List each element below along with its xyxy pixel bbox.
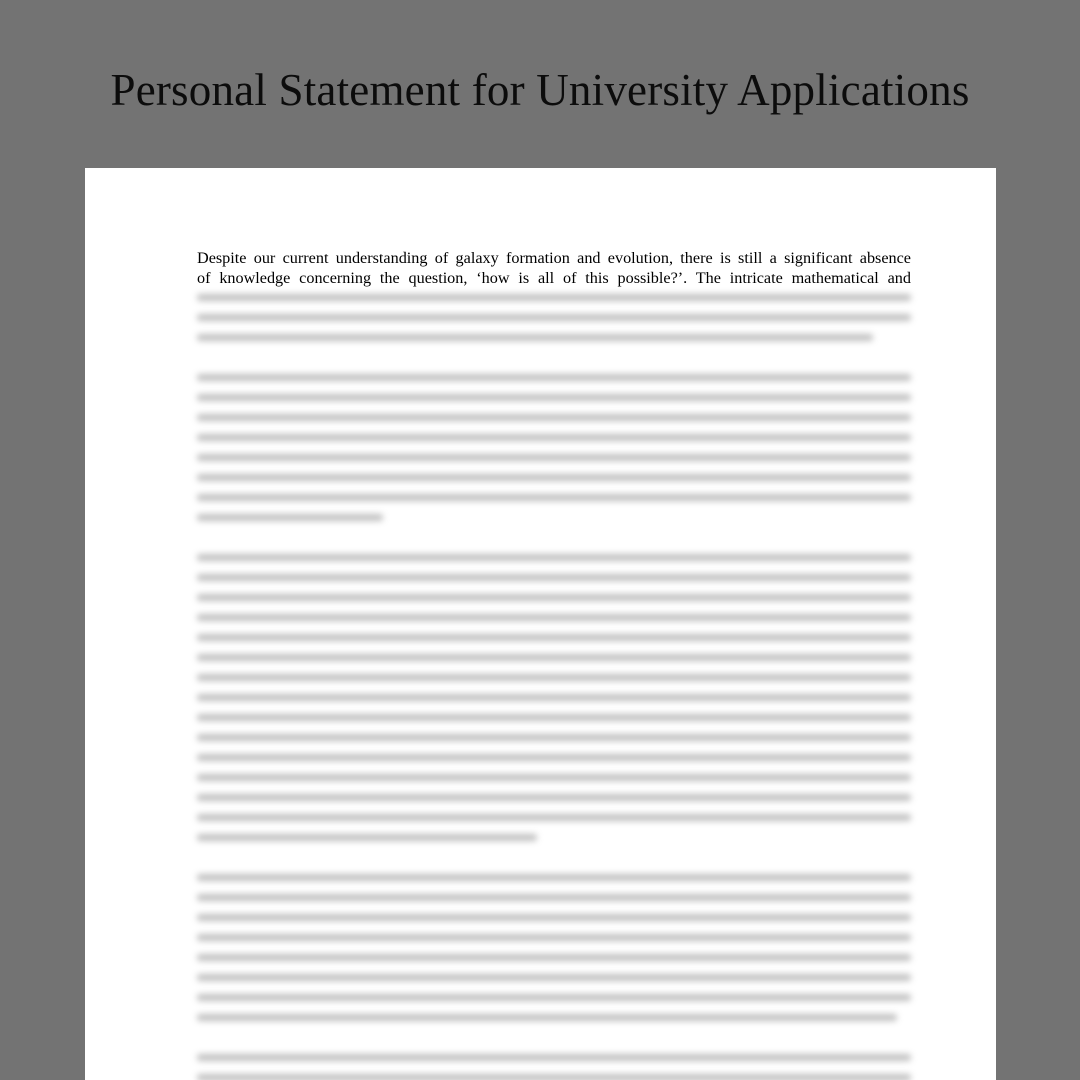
blurred-text-line (197, 314, 911, 321)
blurred-text-line (197, 454, 911, 461)
blurred-text-line (197, 954, 911, 961)
blurred-text-line (197, 554, 911, 561)
blurred-text-line (197, 434, 911, 441)
blurred-text-line (197, 694, 911, 701)
blurred-text-line (197, 994, 911, 1001)
blurred-text-line (197, 494, 911, 501)
blurred-text-line (197, 374, 911, 381)
document-visible-text (197, 248, 911, 288)
blurred-text-line (197, 614, 911, 621)
page-title: Personal Statement for University Applications (110, 65, 970, 115)
blurred-text-line (197, 474, 911, 481)
blurred-text-line (197, 1054, 911, 1061)
blurred-text-line (197, 714, 911, 721)
blurred-text-line (197, 294, 911, 301)
blurred-text-line (197, 674, 911, 681)
blurred-text-line (197, 334, 873, 341)
blurred-text-line (197, 914, 911, 921)
blurred-text-line (197, 834, 537, 841)
blurred-text-line (197, 574, 911, 581)
blurred-text-line (197, 414, 911, 421)
blurred-text-line (197, 974, 911, 981)
blurred-text-line (197, 934, 911, 941)
blurred-text-line (197, 794, 911, 801)
blurred-text-line (197, 814, 911, 821)
blurred-text-line (197, 1014, 897, 1021)
document-line: of knowledge concerning the question, ‘how is all of this possible?’. The intricate mathematical and (197, 269, 911, 287)
document-page (85, 168, 996, 1080)
blurred-text-line (197, 1074, 911, 1080)
blurred-text-line (197, 774, 911, 781)
blurred-text-line (197, 894, 911, 901)
blurred-text-line (197, 654, 911, 661)
blurred-text-line (197, 874, 911, 881)
blurred-text-line (197, 734, 911, 741)
blurred-text-line (197, 514, 383, 521)
blurred-text-line (197, 594, 911, 601)
document-line: Despite our current understanding of galaxy formation and evolution, there is still a significant absence (197, 249, 911, 267)
blurred-text-line (197, 394, 911, 401)
blurred-text-line (197, 754, 911, 761)
blurred-text-line (197, 634, 911, 641)
